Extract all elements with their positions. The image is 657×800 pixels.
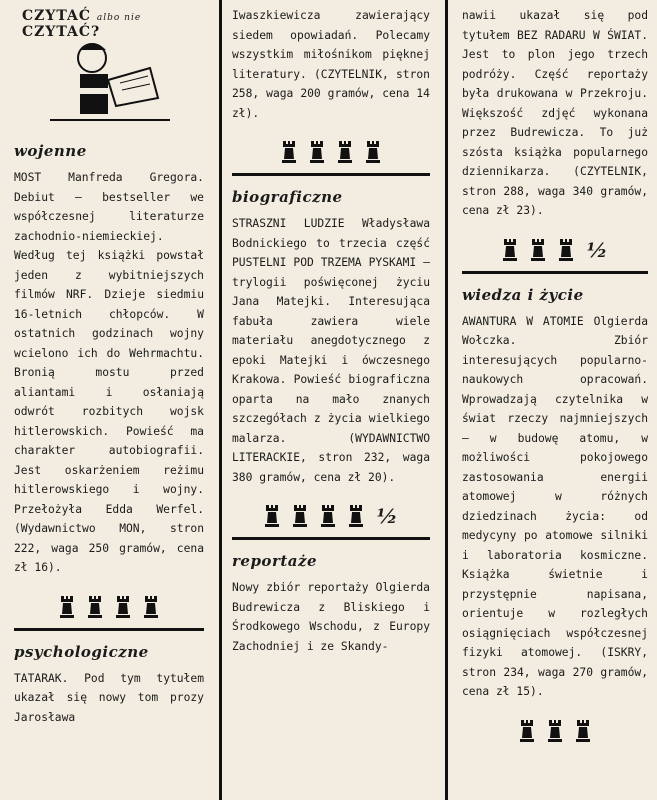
rook-icon (321, 505, 335, 527)
rook-icon (531, 239, 545, 261)
half-rating: ½ (376, 504, 398, 528)
logo-title-small: albo nie (96, 13, 142, 23)
column-divider (445, 0, 448, 800)
rook-icon (548, 720, 562, 742)
column-1 (14, 0, 204, 727)
rook-icon (60, 596, 74, 618)
article-text: AWANTURA W ATOMIE Olgierda Wołczka. Zbiór interesujących popularno-naukowych opracowań. Wprowadzają czytelnika w świat rzeczy najmniejszych — w budowę atomu, w możliwości pokojowego zastosowania energii atomowej w różnych dziedzinach życia: od medycyny po atomowe silniki i laboratoria kosmiczne. Książka świetnie i przystępnie napisana, orientuje w rozległych osiągnięciach współczesnej fizyki atomowej. (ISKRY, stron 234, waga 270 gramów, cena zł 15). (462, 314, 648, 698)
rating-rooks (232, 137, 430, 163)
rook-icon (293, 505, 307, 527)
rook-icon (559, 239, 573, 261)
article-text: MOST Manfreda Gregora. Debiut — bestseller we współczesnej literaturze zachodnio-niemieckiej. Według tej książki powstał jeden z wybitniejszych filmów NRF. Dzieje siedmiu 16-letnich chłopców. W ostatnich godzinach wojny wcielono ich do Wehrmachtu. Bronią mostu przed aliantami i osłaniają odwrót rozbitych wojsk hitlerowskich. Powieść ma charakter autobiografii. Jest oskarżeniem reżimu hitlerowskiego i wojny. Przełożyła Edda Werfel. (Wydawnictwo MON, stron 222, waga 250 gramów, cena zł 16). (14, 171, 204, 574)
section-heading: psychologiczne (14, 642, 149, 661)
rating-rooks (462, 716, 648, 742)
article-text: Iwaszkiewicza zawierający siedem opowiadań. Polecamy wszystkim miłośnikom pięknej literatury. (CZYTELNIK, stron 258, waga 200 gramów, cena 14 zł). (232, 9, 430, 120)
article-text: STRASZNI LUDZIE Władysława Bodnickiego to trzecia część PUSTELNI POD TRZEMA PYSKAMI — trylogii poświęconej życiu Jana Matejki. Interesująca fabuła zawiera wiele materiału anegdotycznego z epoki Matejki i ówczesnego Krakowa. Powieść biograficzna oparta na mało znanych szczegółach z życia wielkiego malarza. (WYDAWNICTWO LITERACKIE, stron 232, waga 380 gramów, cena zł 20). (232, 217, 430, 484)
rook-icon (366, 141, 380, 163)
rating-rooks (14, 592, 204, 618)
reader-illustration-icon (30, 28, 190, 128)
section-logo (14, 0, 204, 130)
section-heading: biograficzne (232, 188, 343, 206)
half-rating: ½ (586, 237, 608, 262)
article-text: TATARAK. Pod tym tytułem ukazał się nowy tom prozy Jarosława (14, 671, 204, 724)
rook-icon (503, 239, 517, 261)
rook-icon (338, 141, 352, 163)
article-text: nawii ukazał się pod tytułem BEZ RADARU W ŚWIAT. Jest to plon jego trzech podróży. Część reportaży była drukowana w Przekroju. Większość zdjęć wykonana przez Budrewicza. To już szósta książka popularnego dziennikarza. (CZYTELNIK, stron 288, waga 340 gramów, cena zł 23). (462, 9, 648, 217)
rook-icon (520, 720, 534, 742)
column-3 (462, 0, 648, 750)
section-heading: wojenne (14, 142, 87, 160)
column-2 (232, 0, 430, 656)
rook-icon (349, 505, 363, 527)
section-divider (232, 173, 430, 176)
logo-title-a: CZYTAĆ (22, 8, 92, 24)
logo-title-b: CZYTAĆ? (22, 24, 101, 40)
rook-icon (116, 596, 130, 618)
section-heading: wiedza i życie (462, 285, 584, 304)
rook-icon (282, 141, 296, 163)
rook-icon (88, 596, 102, 618)
section-divider (232, 537, 430, 540)
article-text: Nowy zbiór reportaży Olgierda Budrewicza z Bliskiego i Środkowego Wschodu, z Europy Zachodniej i ze Skandy- (232, 581, 430, 653)
rook-icon (265, 505, 279, 527)
section-heading: reportaże (232, 552, 318, 570)
rating-rooks (462, 235, 648, 261)
column-divider (219, 0, 222, 800)
rating-rooks (232, 501, 430, 527)
rook-icon (310, 141, 324, 163)
section-divider (14, 628, 204, 631)
rook-icon (576, 720, 590, 742)
rook-icon (144, 596, 158, 618)
section-divider (462, 271, 648, 274)
